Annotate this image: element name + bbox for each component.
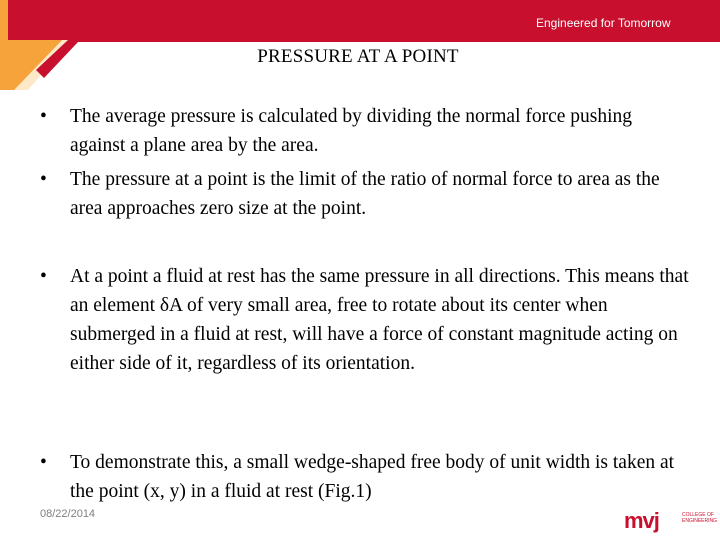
bullet-dot: • — [40, 169, 47, 190]
slide-date: 08/22/2014 — [40, 508, 96, 520]
slide-title: PRESSURE AT A POINT — [257, 46, 459, 67]
logo-mark: mvj — [624, 508, 659, 533]
bullet-text: The average pressure is calculated by dividing the normal force pushing against a plane area by the area. — [70, 106, 633, 156]
logo-text: COLLEGE OF ENGINEERING — [682, 512, 718, 524]
bullet-text: To demonstrate this, a small wedge-shaped free body of unit width is taken at the point (x, y) in a fluid at rest (Fig.1) — [70, 452, 675, 502]
bullet-dot: • — [40, 106, 47, 127]
college-logo — [624, 508, 716, 538]
bullet-dot: • — [40, 266, 47, 287]
bullet-text: The pressure at a point is the limit of the ratio of normal force to area as the area approaches zero size at the point. — [70, 169, 660, 219]
tagline: Engineered for Tomorrow — [536, 16, 671, 30]
bullet-dot: • — [40, 452, 47, 473]
bullet-text: At a point a fluid at rest has the same pressure in all directions. This means that an element δA of very small area, free to rotate about its center when submerged in a fluid at rest, will have a force of constant magnitude acting on either side of it, regardless of its orientation. — [70, 266, 689, 374]
